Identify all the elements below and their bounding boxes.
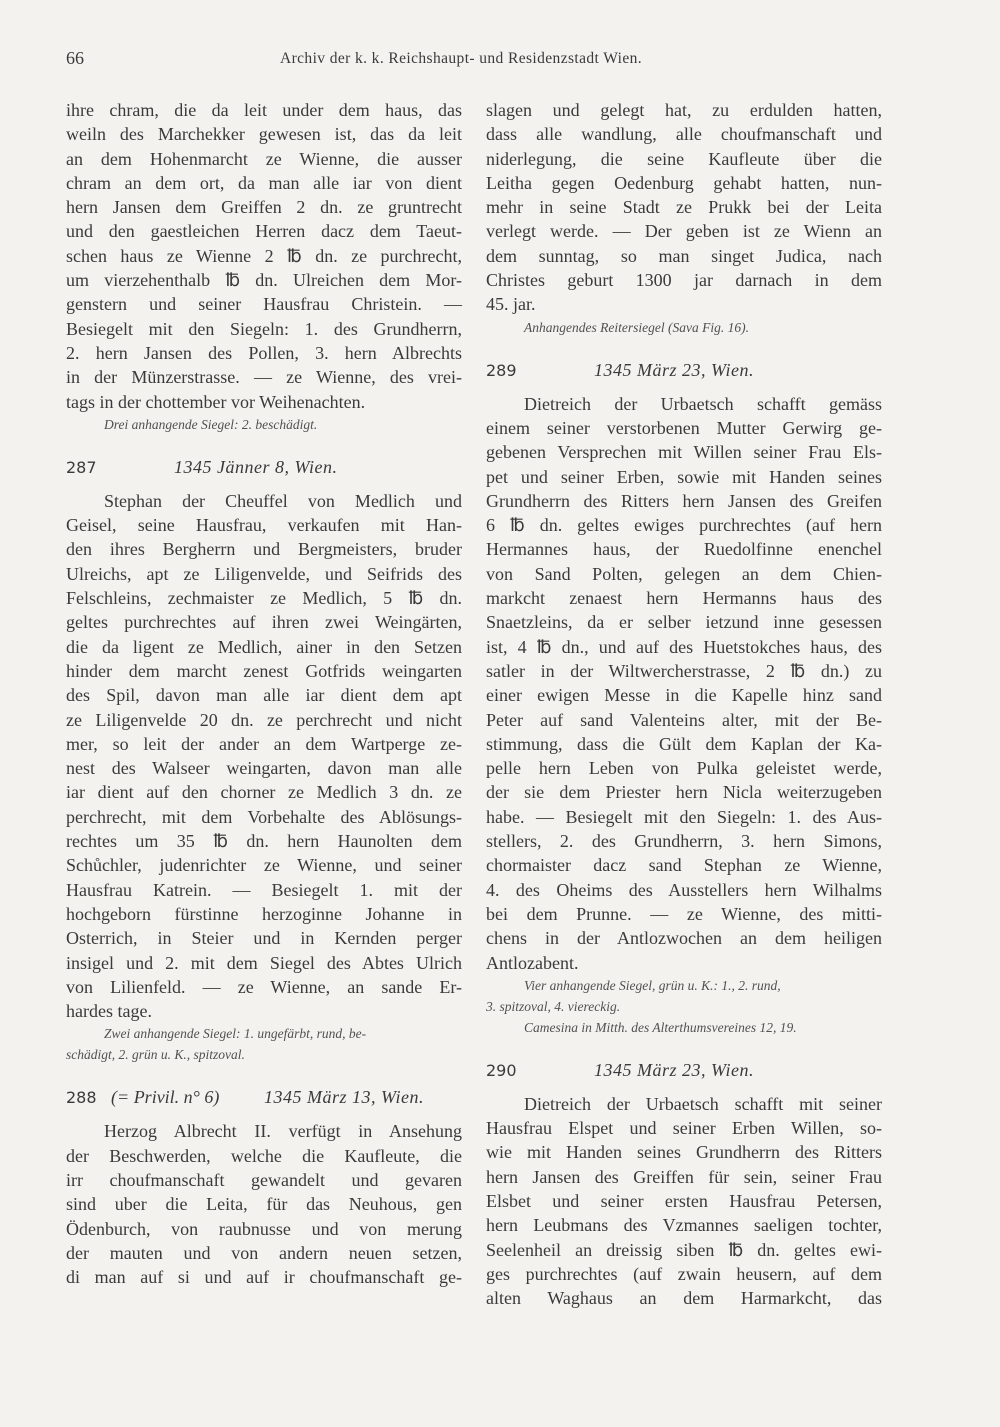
- text-line: pet und seiner Erben, sowie mit Handen seines: [486, 466, 882, 487]
- seal-note: Zwei anhangende Siegel: 1. ungefärbt, rund, be-: [104, 1026, 367, 1042]
- text-line: Osterrich, in Steier und in Kernden perger: [66, 928, 462, 949]
- text-line: stellers, 2. des Grundherrn, 3. hern Simons,: [486, 831, 882, 852]
- text-line: von Lilienfeld. — ze Wienne, an sande Er-: [66, 976, 462, 997]
- entry-heading: [486, 1050, 882, 1090]
- text-line: um vierzehenthalb ℔ dn. Ulreichen dem Mor-: [66, 270, 462, 291]
- entry-heading: [66, 1077, 462, 1117]
- seal-note: schädigt, 2. grün u. K., spitzoval.: [66, 1047, 245, 1063]
- entry-287: [66, 447, 462, 1066]
- text-line: chram an dem ort, da man alle iar von dient: [66, 172, 462, 193]
- entry-290: [486, 1050, 882, 1311]
- text-line: an dem Hohenmarcht ze Wienne, die ausser: [66, 148, 462, 169]
- text-line: Herzog Albrecht II. verfügt in Ansehung: [104, 1121, 462, 1142]
- text-line: Hausfrau Elspet und seiner Erben Willen, so-: [486, 1118, 882, 1139]
- right-column: [486, 98, 882, 1310]
- left-column: [66, 98, 462, 1289]
- citation-note: Camesina in Mitth. des Alterthumsvereines 12, 19.: [524, 1019, 797, 1035]
- text-line: 4. des Oheims des Ausstellers hern Wilhalms: [486, 879, 882, 900]
- text-line: der sie dem Priester hern Nicla weiterzugeben: [486, 782, 882, 803]
- text-line: Ödenburch, von raubnusse und von merung: [66, 1218, 462, 1239]
- text-line: Felschleins, zechmaister ze Medlich, 5 ℔ dn.: [66, 588, 462, 609]
- text-line: niderlegung, die seine Kaufleute über die: [486, 148, 882, 169]
- text-line: dem sunntag, so man singet Judica, nach: [486, 245, 882, 266]
- text-line: slagen und gelegt hat, zu erdulden hatten,: [486, 100, 882, 120]
- continued-entry-right: [486, 98, 882, 338]
- text-line: Leitha gegen Oedenburg gehabt hatten, nun-: [486, 172, 882, 193]
- text-line: Antlozabent.: [486, 952, 579, 973]
- entry-number: 289: [486, 360, 517, 380]
- text-line: Snaetzleins, da er selber ietzund inne gesessen: [486, 612, 882, 633]
- entry-number: 287: [66, 457, 97, 477]
- text-line: mehr in seine Stadt ze Prukk bei der Leita: [486, 197, 882, 218]
- text-line: dass alle wandlung, alle choufmanschaft und: [486, 124, 882, 145]
- entry-heading: [66, 447, 462, 487]
- text-line: einer ewigen Messe in die Kapelle hinz sand: [486, 685, 882, 706]
- text-line: nest des Walseer weingarten, davon man alle: [66, 758, 462, 779]
- seal-note: Drei anhangende Siegel: 2. beschädigt.: [104, 416, 318, 432]
- text-line: ist, 4 ℔ dn., und auf des Huetstokches haus, des: [486, 636, 882, 657]
- text-line: hern Leubmans des Vzmannes saeligen tochter,: [486, 1215, 882, 1236]
- text-line: perchrecht, mit dem Vorbehalte des Ablösungs-: [66, 806, 462, 827]
- text-line: bei dem Prunne. — ze Wienne, des mitti-: [486, 903, 882, 924]
- seal-note: Vier anhangende Siegel, grün u. K.: 1., 2. rund,: [524, 977, 781, 993]
- text-line: Dietreich der Urbaetsch schafft gemäss: [524, 393, 882, 414]
- text-line: chormaister dacz sand Stephan ze Wienne,: [486, 855, 882, 876]
- text-line: Hausfrau Katrein. — Besiegelt 1. mit der: [66, 879, 462, 900]
- text-line: Elsbet und seiner ersten Hausfrau Petersen,: [486, 1190, 882, 1211]
- text-line: verlegt werde. — Der geben ist ze Wienn an: [486, 221, 882, 242]
- text-line: Besiegelt mit den Siegeln: 1. des Grundherrn,: [66, 318, 462, 339]
- text-line: wie mit Handen seines Grundherrn des Ritters: [486, 1142, 882, 1163]
- page-number: 66: [66, 48, 84, 68]
- entry-288: [66, 1077, 462, 1289]
- text-line: geltes purchrechtes auf ihren zwei Weingärten,: [66, 612, 462, 633]
- text-line: gebenen Versprechen mit Willen seiner Frau Els-: [486, 442, 882, 463]
- entry-heading: [486, 350, 882, 390]
- entry-date: 1345 März 23, Wien.: [594, 1059, 754, 1080]
- text-line: di man auf si und auf ir choufmanschaft ge-: [66, 1267, 462, 1288]
- text-line: insigel und 2. mit dem Siegel des Abtes Ulrich: [66, 952, 462, 973]
- text-line: ihre chram, die da leit under dem haus, das: [66, 100, 462, 120]
- text-line: habe. — Besiegelt mit den Siegeln: 1. des Aus-: [486, 806, 882, 827]
- text-line: satler in der Wiltwercherstrasse, 2 ℔ dn.) zu: [486, 660, 882, 681]
- text-line: von Sand Polten, gelegen an dem Chien-: [486, 563, 882, 584]
- text-line: des Spil, davon man alle iar dient dem apt: [66, 685, 462, 706]
- text-line: Hermannes haus, der Ruedolfinne enenchel: [486, 539, 882, 560]
- text-line: Geisel, seine Hausfrau, verkaufen mit Han-: [66, 515, 462, 536]
- text-line: sind uber die Leita, für das Neuhous, gen: [66, 1194, 462, 1215]
- text-line: Grundherrn des Ritters hern Jansen des Greifen: [486, 490, 882, 511]
- continued-entry-left: [66, 98, 462, 435]
- text-line: schen haus ze Wienne 2 ℔ dn. ze purchrecht,: [66, 245, 462, 266]
- text-line: und den gaestleichen Herren dacz dem Taeut-: [66, 221, 462, 242]
- seal-note: 3. spitzoval, 4. viereckig.: [486, 998, 621, 1014]
- text-line: iar dient auf den chorner ze Medlich 3 dn. ze: [66, 782, 462, 803]
- text-line: weiln des Marchekker gewesen ist, das da leit: [66, 124, 462, 145]
- text-line: chens in der Antlozwochen an dem heiligen: [486, 928, 882, 949]
- entry-date: 1345 März 23, Wien.: [594, 359, 754, 380]
- text-line: mer, so leit der ander an dem Wartperge ze-: [66, 733, 462, 754]
- text-line: markcht zenaest hern Hermanns haus des: [486, 588, 882, 609]
- text-line: Ulreichs, apt ze Liligenvelde, und Seifrids des: [66, 563, 462, 584]
- text-line: hern Jansen des Greiffen für sein, seiner Frau: [486, 1166, 882, 1187]
- text-line: hochgeborn fürstinne herzoginne Johanne in: [66, 903, 462, 924]
- privilege-reference: (= Privil. n° 6): [111, 1087, 220, 1108]
- text-line: den ihres Bergherrn und Bergmeisters, bruder: [66, 539, 462, 560]
- text-line: 6 ℔ dn. geltes ewiges purchrechtes (auf hern: [486, 515, 882, 536]
- seal-note: Anhangendes Reitersiegel (Sava Fig. 16).: [524, 319, 749, 335]
- text-line: Stephan der Cheuffel von Medlich und: [104, 490, 462, 511]
- text-line: genstern und seiner Hausfrau Christein. —: [66, 294, 462, 315]
- entry-number: 290: [486, 1060, 517, 1080]
- entry-date: 1345 Jänner 8, Wien.: [174, 456, 338, 477]
- text-line: hardes tage.: [66, 1001, 152, 1022]
- text-line: in der Münzerstrasse. — ze Wienne, des vrei-: [66, 367, 462, 388]
- text-line: irr choufmanschaft gewandelt und gevaren: [66, 1169, 462, 1190]
- text-line: alten Waghaus an dem Harmarkcht, das: [486, 1288, 882, 1309]
- text-line: tags in der chottember vor Weihenachten.: [66, 391, 366, 412]
- text-line: Peter auf sand Valenteins alter, mit der Be-: [486, 709, 882, 730]
- text-line: Christes geburt 1300 jar darnach in dem: [486, 270, 882, 291]
- text-line: Schůchler, judenrichter ze Wienne, und seiner: [66, 855, 462, 876]
- entry-number: 288: [66, 1088, 97, 1108]
- text-line: die da ligent ze Medlich, ainer in den Setzen: [66, 636, 462, 657]
- text-line: Dietreich der Urbaetsch schafft mit seiner: [524, 1093, 882, 1114]
- entry-289: [486, 350, 882, 1038]
- text-line: pelle hern Leben von Pulka geleistet werde,: [486, 758, 882, 779]
- text-line: stimmung, dass die Gült dem Kaplan der Ka-: [486, 733, 882, 754]
- text-line: 45. jar.: [486, 294, 536, 315]
- page-header: [66, 48, 896, 72]
- text-line: der mauten und von andern neuen setzen,: [66, 1242, 462, 1263]
- text-line: ze Liligenvelde 20 dn. ze perchrecht und nicht: [66, 709, 462, 730]
- text-line: einem seiner verstorbenen Mutter Gerwirg ge-: [486, 417, 882, 438]
- text-line: Seelenheil an dreissig siben ℔ dn. geltes ewi-: [486, 1239, 882, 1260]
- text-line: hinder dem marcht zenest Gotfrids weingarten: [66, 660, 462, 681]
- text-line: 2. hern Jansen des Pollen, 3. hern Albrechts: [66, 342, 462, 363]
- entry-date: 1345 März 13, Wien.: [264, 1087, 424, 1108]
- text-line: hern Jansen dem Greiffen 2 dn. ze gruntrecht: [66, 197, 462, 218]
- text-line: der Beschwerden, welche die Kaufleute, die: [66, 1145, 462, 1166]
- running-head: Archiv der k. k. Reichshaupt- und Residenzstadt Wien.: [280, 50, 643, 67]
- text-line: ges purchrechtes (auf zwain heusern, auf dem: [486, 1263, 882, 1284]
- text-line: rechtes um 35 ℔ dn. hern Haunolten dem: [66, 831, 462, 852]
